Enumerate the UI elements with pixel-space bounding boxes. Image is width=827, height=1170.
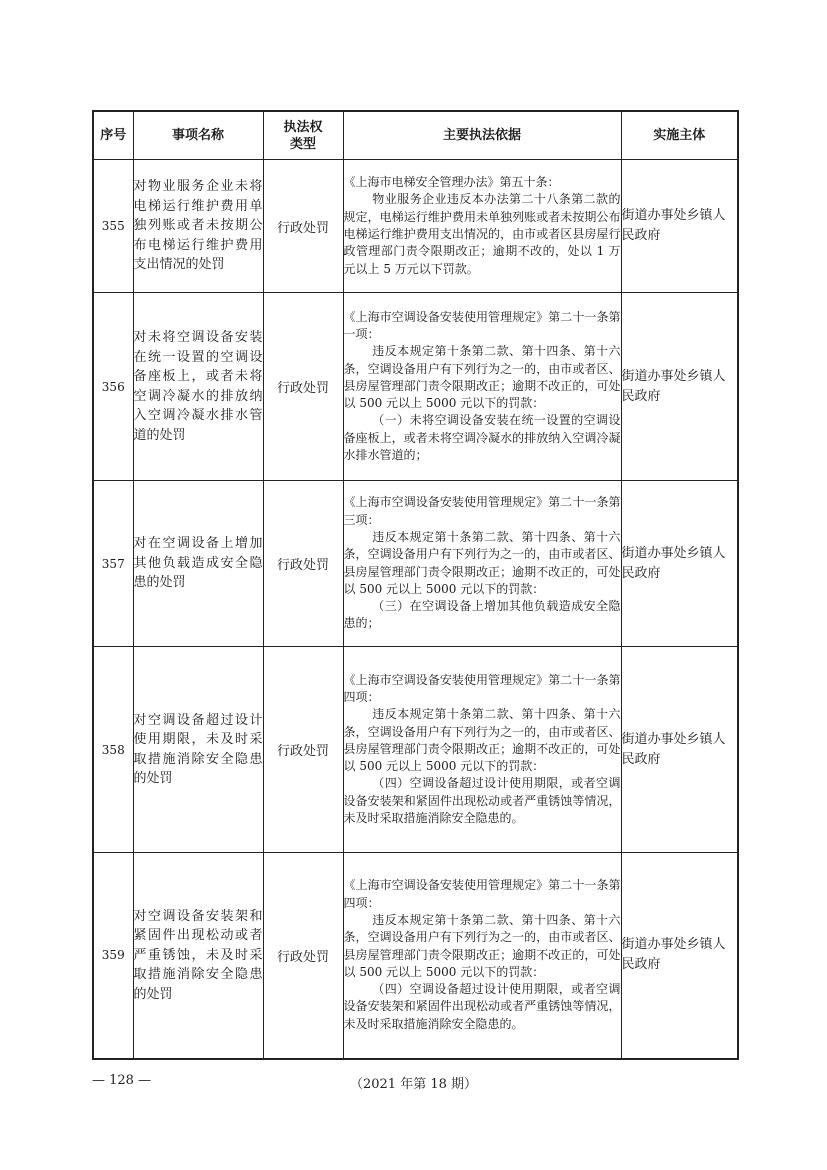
row-item-name: 对未将空调设备安装在统一设置的空调设备座板上，或者未将空调冷凝水的排放纳入空调冷凝水排水管道的处罚 <box>133 293 263 481</box>
table-row <box>93 160 738 293</box>
basis-paragraph: 《上海市空调设备安装使用管理规定》第二十一条第四项： <box>343 878 621 910</box>
basis-paragraph: 《上海市空调设备安装使用管理规定》第二十一条第一项： <box>343 309 621 341</box>
row-seq: 356 <box>93 293 133 481</box>
basis-paragraph: 违反本规定第十条第二款、第十四条、第十六条，空调设备用户有下列行为之一的，由市或者区、县房屋管理部门责令限期改正；逾期不改正的，可处以 500 元以上 5000 元以下的罚款： <box>343 913 621 979</box>
row-legal-basis <box>343 647 621 853</box>
row-seq: 358 <box>93 647 133 853</box>
row-seq: 359 <box>93 853 133 1059</box>
basis-paragraph: （三）在空调设备上增加其他负载造成安全隐患的； <box>343 599 621 631</box>
table-row <box>93 293 738 481</box>
row-seq: 357 <box>93 481 133 647</box>
header-type-line2: 类型 <box>289 136 316 152</box>
header-seq: 序号 <box>93 111 133 160</box>
header-entity: 实施主体 <box>621 111 738 160</box>
basis-paragraph: 违反本规定第十条第二款、第十四条、第十六条，空调设备用户有下列行为之一的，由市或者区、县房屋管理部门责令限期改正；逾期不改正的，可处以 500 元以上 5000 元以下的罚款： <box>343 344 621 411</box>
row-entity: 街道办事处乡镇人民政府 <box>621 647 738 853</box>
issue-label: （2021 年第 18 期） <box>349 1077 478 1092</box>
basis-paragraph: 违反本规定第十条第二款、第十四条、第十六条，空调设备用户有下列行为之一的，由市或者区、县房屋管理部门责令限期改正；逾期不改正的，可处以 500 元以上 5000 元以下的罚款： <box>343 707 621 774</box>
table-header-row <box>93 111 738 160</box>
table-row <box>93 853 738 1059</box>
row-enforcement-type: 行政处罚 <box>263 160 343 293</box>
header-type-line1: 执法权 <box>283 119 323 135</box>
row-seq: 355 <box>93 160 133 293</box>
basis-paragraph: 物业服务企业违反本办法第二十八条第二款的规定，电梯运行维护费用未单独列账或者未按期公布电梯运行维护费用支出情况的，由市或者区县房屋行政管理部门责令限期改正；逾期不改的，处以 1 万元以上 5 万元以下罚款。 <box>343 192 621 276</box>
basis-paragraph: 违反本规定第十条第二款、第十四条、第十六条，空调设备用户有下列行为之一的，由市或者区、县房屋管理部门责令限期改正；逾期不改正的，可处以 500 元以上 5000 元以下的罚款： <box>343 529 621 596</box>
row-enforcement-type: 行政处罚 <box>263 481 343 647</box>
row-entity: 街道办事处乡镇人民政府 <box>621 481 738 647</box>
table-row <box>93 481 738 647</box>
header-basis: 主要执法依据 <box>343 111 621 160</box>
basis-paragraph: （一）未将空调设备安装在统一设置的空调设备座板上，或者未将空调冷凝水的排放纳入空调冷凝水排水管道的； <box>343 413 621 463</box>
row-enforcement-type: 行政处罚 <box>263 647 343 853</box>
page-number: — 128 — <box>92 1073 152 1088</box>
row-item-name: 对空调设备超过设计使用期限，未及时采取措施消除安全隐患的处罚 <box>133 647 263 853</box>
row-entity: 街道办事处乡镇人民政府 <box>621 853 738 1059</box>
row-legal-basis <box>343 160 621 293</box>
row-entity: 街道办事处乡镇人民政府 <box>621 293 738 481</box>
row-entity: 街道办事处乡镇人民政府 <box>621 160 738 293</box>
basis-paragraph: （四）空调设备超过设计使用期限，或者空调设备安装架和紧固件出现松动或者严重锈蚀等情况，未及时采取措施消除安全隐患的。 <box>343 982 621 1031</box>
row-item-name: 对物业服务企业未将电梯运行维护费用单独列账或者未按期公布电梯运行维护费用支出情况的处罚 <box>133 160 263 293</box>
table-row <box>93 647 738 853</box>
row-legal-basis <box>343 481 621 647</box>
header-name: 事项名称 <box>133 111 263 160</box>
basis-paragraph: 《上海市电梯安全管理办法》第五十条： <box>343 175 560 190</box>
row-enforcement-type: 行政处罚 <box>263 853 343 1059</box>
row-legal-basis <box>343 853 621 1059</box>
basis-paragraph: 《上海市空调设备安装使用管理规定》第二十一条第三项： <box>343 495 621 527</box>
row-enforcement-type: 行政处罚 <box>263 293 343 481</box>
basis-paragraph: （四）空调设备超过设计使用期限，或者空调设备安装架和紧固件出现松动或者严重锈蚀等情况，未及时采取措施消除安全隐患的。 <box>343 776 621 826</box>
row-item-name: 对空调设备安装架和紧固件出现松动或者严重锈蚀，未及时采取措施消除安全隐患的处罚 <box>133 853 263 1059</box>
header-type <box>263 111 343 160</box>
basis-paragraph: 《上海市空调设备安装使用管理规定》第二十一条第四项： <box>343 672 621 704</box>
row-item-name: 对在空调设备上增加其他负载造成安全隐患的处罚 <box>133 481 263 647</box>
enforcement-table <box>92 110 739 1060</box>
row-legal-basis <box>343 293 621 481</box>
